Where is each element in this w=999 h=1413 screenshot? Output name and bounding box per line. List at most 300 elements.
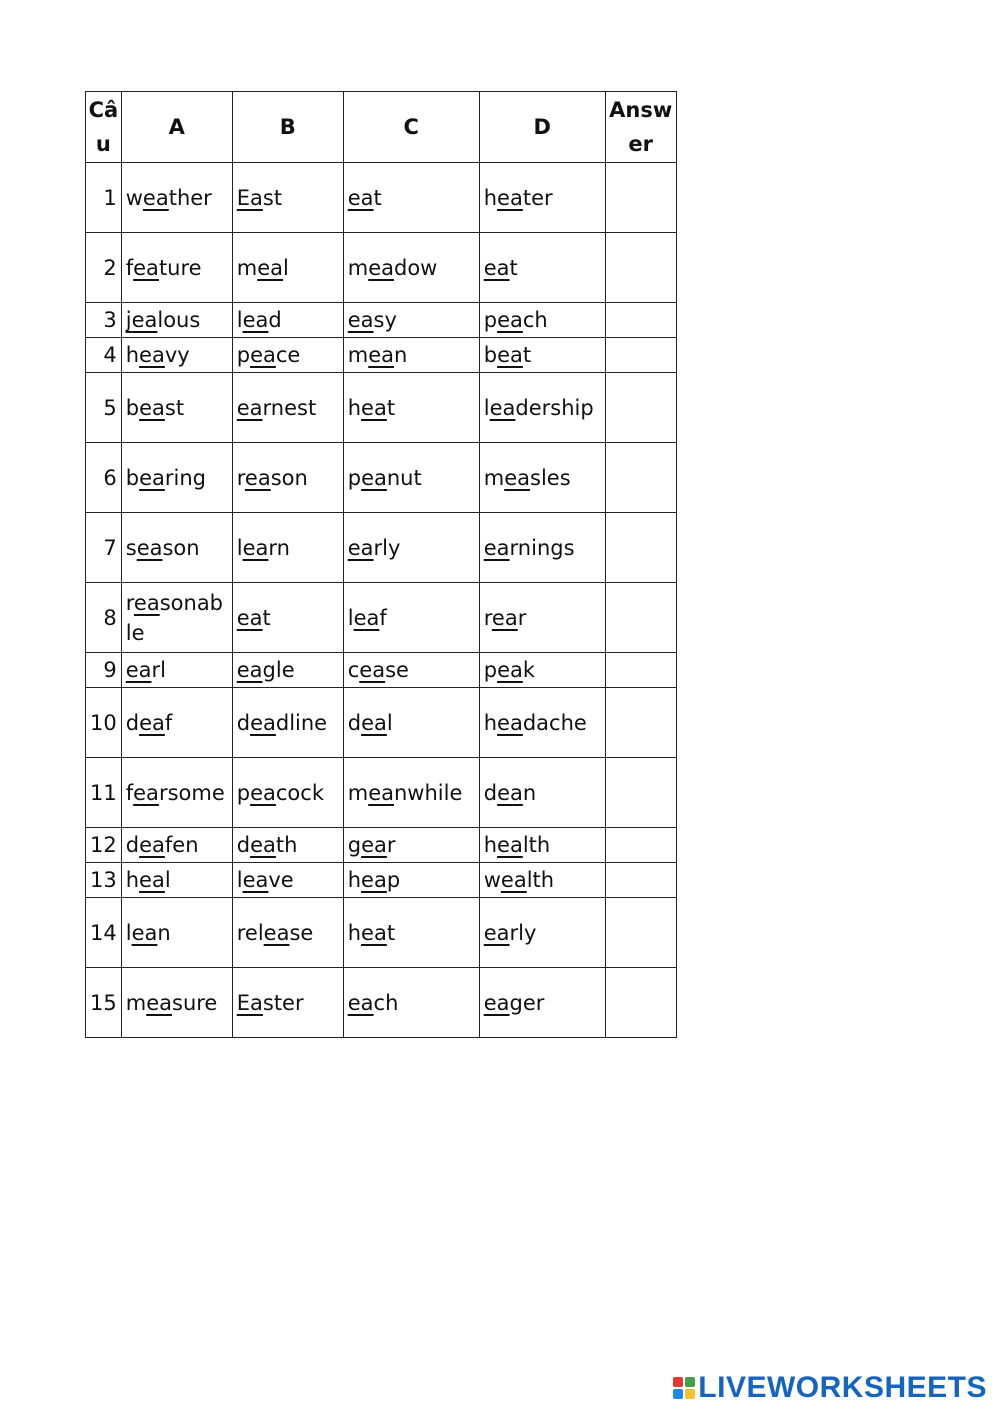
option-b [232,583,343,653]
underlined-ea: ea [497,343,523,367]
underlined-ea: ea [361,395,387,420]
word-prefix: h [125,868,140,892]
underlined-ea: ea [361,465,387,490]
word-suffix: ther [168,185,212,210]
word-prefix: f [125,255,134,280]
word-suffix: l [283,255,289,280]
question-number: 2 [86,233,122,303]
underlined-ea: ea [250,710,276,735]
word-suffix: rsome [158,780,225,805]
underlined-ea: ea [483,990,510,1015]
word-suffix: vy [164,343,190,367]
underlined-ea: ea [491,605,518,630]
underlined-ea: ea [347,185,374,210]
word-suffix: l [164,868,171,892]
word-suffix: ch [373,990,399,1015]
underlined-ea: ea [497,710,523,735]
underlined-ea: ea [353,605,380,630]
underlined-ea: ea [347,535,374,560]
word-suffix: r [386,833,396,857]
question-number: 10 [86,688,122,758]
underlined-ea: ea [263,920,290,945]
underlined-ea: ea [244,465,271,490]
option-b [232,373,343,443]
option-d [479,338,605,373]
word-suffix: d [268,308,282,332]
underlined-ea: ea [504,465,530,490]
underlined-ea: ea [133,255,159,280]
word-prefix: r [125,590,134,615]
option-b [232,513,343,583]
table-row [86,898,677,968]
underlined-ea: ea [139,833,165,857]
option-c [343,443,479,513]
underlined-ea: ea [489,395,516,420]
underlined-ea: ea [131,920,158,945]
word-suffix: st [164,395,185,420]
underlined-ea: ea [368,343,394,367]
word-prefix: p [347,465,362,490]
table-row [86,338,677,373]
word-prefix: d [483,780,498,805]
word-prefix: l [236,308,243,332]
word-suffix: lth [522,833,551,857]
word-suffix: t [262,605,271,630]
word-suffix: ture [158,255,202,280]
header-option-b: B [232,92,343,163]
table-row [86,653,677,688]
underlined-ea: ea [368,780,394,805]
option-c [343,968,479,1038]
answer-cell[interactable] [605,163,676,233]
underlined-ea: ea [497,780,523,805]
word-suffix: rly [373,535,401,560]
underlined-ea: ea [242,535,269,560]
option-c [343,688,479,758]
word-suffix: n [157,920,171,945]
word-suffix: son [270,465,308,490]
underlined-ea: ea [347,990,374,1015]
underlined-ea: ea [361,833,387,857]
answer-cell[interactable] [605,758,676,828]
logo-square-green [685,1377,695,1387]
question-number: 7 [86,513,122,583]
word-suffix: lth [526,868,555,892]
option-c [343,233,479,303]
table-row [86,583,677,653]
option-a [121,373,232,443]
word-prefix: d [125,710,140,735]
option-a [121,653,232,688]
answer-cell[interactable] [605,513,676,583]
underlined-ea: ea [361,920,387,945]
word-suffix: ger [509,990,545,1015]
answer-input[interactable] [610,532,672,564]
option-b [232,233,343,303]
word-prefix: l [483,395,490,420]
word-prefix: p [483,658,498,682]
table-row [86,163,677,233]
option-b [232,688,343,758]
word-suffix: se [385,658,409,682]
word-prefix: h [483,833,498,857]
word-prefix: h [483,710,498,735]
brand-name: LIVEWORKSHEETS [698,1371,987,1404]
option-c [343,898,479,968]
logo-square-yellow [685,1389,695,1399]
underlined-ea: ea [139,343,165,367]
underlined-ea: ea [142,185,169,210]
option-d [479,863,605,898]
underlined-ea: ea [139,710,165,735]
word-prefix: w [125,185,143,210]
option-a [121,758,232,828]
option-c [343,653,479,688]
word-prefix: h [347,920,362,945]
underlined-ea: ea [497,658,523,682]
underlined-ea: Ea [236,185,263,210]
table-row [86,688,677,758]
word-suffix: rn [268,535,290,560]
word-suffix: sure [172,990,218,1015]
question-number: 6 [86,443,122,513]
word-prefix: r [483,605,492,630]
answer-input[interactable] [610,707,672,739]
word-prefix: h [347,868,362,892]
word-prefix: r [236,465,245,490]
answer-input[interactable] [610,392,672,424]
option-b [232,303,343,338]
word-prefix: w [483,868,501,892]
option-a [121,688,232,758]
option-b [232,443,343,513]
option-c [343,163,479,233]
table-row [86,513,677,583]
word-prefix: d [347,710,362,735]
question-number: 12 [86,828,122,863]
word-prefix: d [125,833,140,857]
option-a [121,303,232,338]
word-suffix: son [162,535,200,560]
word-prefix: h [483,185,498,210]
word-suffix: l [386,710,393,735]
underlined-ea: ea [347,308,374,332]
word-suffix: lous [157,308,201,332]
option-c [343,863,479,898]
word-suffix: t [386,395,396,420]
underlined-ea: ea [483,535,510,560]
word-prefix: rel [236,920,264,945]
underlined-ea: ea [250,833,276,857]
header-row [86,92,677,163]
answer-input[interactable] [610,182,672,214]
option-a [121,233,232,303]
question-number: 14 [86,898,122,968]
header-option-d: D [479,92,605,163]
question-number: 8 [86,583,122,653]
word-suffix: ve [268,868,294,892]
word-suffix: f [379,605,387,630]
underlined-ea: ea [236,605,263,630]
answer-input[interactable] [610,252,672,284]
option-c [343,758,479,828]
option-d [479,688,605,758]
answer-cell[interactable] [605,443,676,513]
word-suffix: ring [164,465,206,490]
word-prefix: m [347,343,369,367]
underlined-ea: ea [361,868,387,892]
question-number: 11 [86,758,122,828]
word-suffix: sles [530,465,571,490]
option-c [343,583,479,653]
word-prefix: l [236,868,243,892]
question-number: 9 [86,653,122,688]
underlined-ea: ea [250,780,276,805]
question-number: 1 [86,163,122,233]
word-suffix: nut [386,465,422,490]
underlined-ea: ea [497,833,523,857]
word-prefix: f [125,780,134,805]
table-row [86,828,677,863]
word-suffix: cock [275,780,324,805]
word-suffix: t [386,920,396,945]
word-suffix: t [522,343,532,367]
word-suffix: k [522,658,536,682]
question-number: 5 [86,373,122,443]
answer-cell[interactable] [605,898,676,968]
word-suffix: t [509,255,518,280]
word-prefix: l [347,605,354,630]
word-suffix: n [522,780,537,805]
answer-cell[interactable] [605,338,676,373]
liveworksheets-logo [673,1371,987,1405]
option-b [232,968,343,1038]
word-prefix: b [125,395,140,420]
word-suffix: rnest [262,395,317,420]
table-row [86,968,677,1038]
word-suffix: sy [373,308,397,332]
option-d [479,828,605,863]
word-prefix: l [236,535,243,560]
word-prefix: d [236,833,251,857]
answer-input[interactable] [610,462,672,494]
option-d [479,373,605,443]
word-prefix: m [347,255,369,280]
word-prefix: b [125,465,140,490]
option-b [232,163,343,233]
word-suffix: dow [394,255,438,280]
answer-input[interactable] [610,304,672,336]
option-a [121,163,232,233]
worksheet-table [85,91,677,1038]
option-c [343,828,479,863]
option-a [121,968,232,1038]
word-prefix: s [125,535,137,560]
underlined-ea: ea [483,255,510,280]
option-b [232,828,343,863]
word-suffix: rl [151,658,166,682]
option-c [343,338,479,373]
option-a [121,513,232,583]
table-row [86,443,677,513]
word-suffix: f [164,710,173,735]
word-prefix: d [236,710,251,735]
logo-square-blue [673,1389,683,1399]
underlined-ea: ea [146,990,172,1015]
underlined-ea: ea [497,308,523,332]
question-number: 15 [86,968,122,1038]
header-answer: Answer [605,92,676,163]
answer-cell[interactable] [605,233,676,303]
underlined-ea: ea [359,658,386,682]
word-prefix: h [347,395,362,420]
word-suffix: rnings [509,535,575,560]
table-row [86,758,677,828]
answer-input[interactable] [610,654,672,686]
underlined-ea: ea [136,535,163,560]
word-prefix: p [236,780,251,805]
option-a [121,443,232,513]
word-suffix: sonable [125,590,224,645]
question-rows [86,163,677,1038]
word-prefix: m [236,255,258,280]
underlined-ea: ea [236,395,263,420]
answer-input[interactable] [610,917,672,949]
underlined-ea: ea [125,658,152,682]
answer-cell[interactable] [605,863,676,898]
answer-input[interactable] [610,987,672,1019]
option-a [121,898,232,968]
word-suffix: rly [509,920,537,945]
word-suffix: t [373,185,382,210]
option-b [232,898,343,968]
word-suffix: nwhile [394,780,463,805]
answer-input[interactable] [610,829,672,861]
word-prefix: h [125,343,140,367]
answer-input[interactable] [610,602,672,634]
table-row [86,373,677,443]
answer-cell[interactable] [605,583,676,653]
word-prefix: p [483,308,498,332]
option-a [121,338,232,373]
underlined-ea: ea [131,308,158,332]
word-suffix: st [262,185,283,210]
answer-cell[interactable] [605,968,676,1038]
word-prefix: c [347,658,360,682]
word-prefix: j [125,308,132,332]
option-d [479,758,605,828]
word-prefix: g [347,833,362,857]
question-number: 4 [86,338,122,373]
word-suffix: r [517,605,527,630]
word-suffix: th [275,833,298,857]
header-option-c: C [343,92,479,163]
option-d [479,968,605,1038]
word-suffix: fen [164,833,199,857]
word-suffix: gle [262,658,295,682]
logo-grid-icon [673,1377,695,1399]
option-a [121,863,232,898]
underlined-ea: ea [242,308,269,332]
word-prefix: m [347,780,369,805]
option-b [232,338,343,373]
underlined-ea: ea [500,868,527,892]
answer-input[interactable] [610,777,672,809]
underlined-ea: ea [483,920,510,945]
word-suffix: se [289,920,314,945]
option-d [479,898,605,968]
word-suffix: dership [515,395,594,420]
question-number: 3 [86,303,122,338]
option-a [121,828,232,863]
underlined-ea: ea [242,868,269,892]
word-prefix: p [236,343,251,367]
word-prefix: m [125,990,147,1015]
option-d [479,303,605,338]
underlined-ea: ea [139,395,165,420]
word-suffix: p [386,868,401,892]
word-suffix: ter [522,185,553,210]
logo-square-red [673,1377,683,1387]
option-b [232,758,343,828]
answer-input[interactable] [610,339,672,371]
word-suffix: ce [275,343,301,367]
answer-cell[interactable] [605,828,676,863]
underlined-ea: ea [139,465,165,490]
option-c [343,303,479,338]
word-suffix: n [394,343,408,367]
option-b [232,653,343,688]
header-option-a: A [121,92,232,163]
answer-input[interactable] [610,864,672,896]
table-row [86,303,677,338]
option-b [232,863,343,898]
question-number: 13 [86,863,122,898]
option-d [479,583,605,653]
word-suffix: dline [275,710,328,735]
option-d [479,513,605,583]
word-suffix: ch [522,308,548,332]
word-suffix: ster [262,990,304,1015]
table-row [86,233,677,303]
word-suffix: dache [522,710,587,735]
underlined-ea: ea [133,590,160,615]
option-a [121,583,232,653]
table-row [86,863,677,898]
option-d [479,653,605,688]
underlined-ea: ea [257,255,283,280]
word-prefix: l [125,920,132,945]
underlined-ea: ea [497,185,523,210]
answer-cell[interactable] [605,373,676,443]
underlined-ea: ea [250,343,276,367]
underlined-ea: ea [361,710,387,735]
option-d [479,443,605,513]
underlined-ea: ea [368,255,394,280]
underlined-ea: ea [139,868,165,892]
word-prefix: m [483,465,505,490]
answer-cell[interactable] [605,303,676,338]
underlined-ea: ea [236,658,263,682]
underlined-ea: ea [133,780,159,805]
word-prefix: b [483,343,498,367]
header-question-number: Câu [86,92,122,163]
answer-cell[interactable] [605,653,676,688]
option-d [479,233,605,303]
option-c [343,373,479,443]
underlined-ea: Ea [236,990,263,1015]
answer-cell[interactable] [605,688,676,758]
